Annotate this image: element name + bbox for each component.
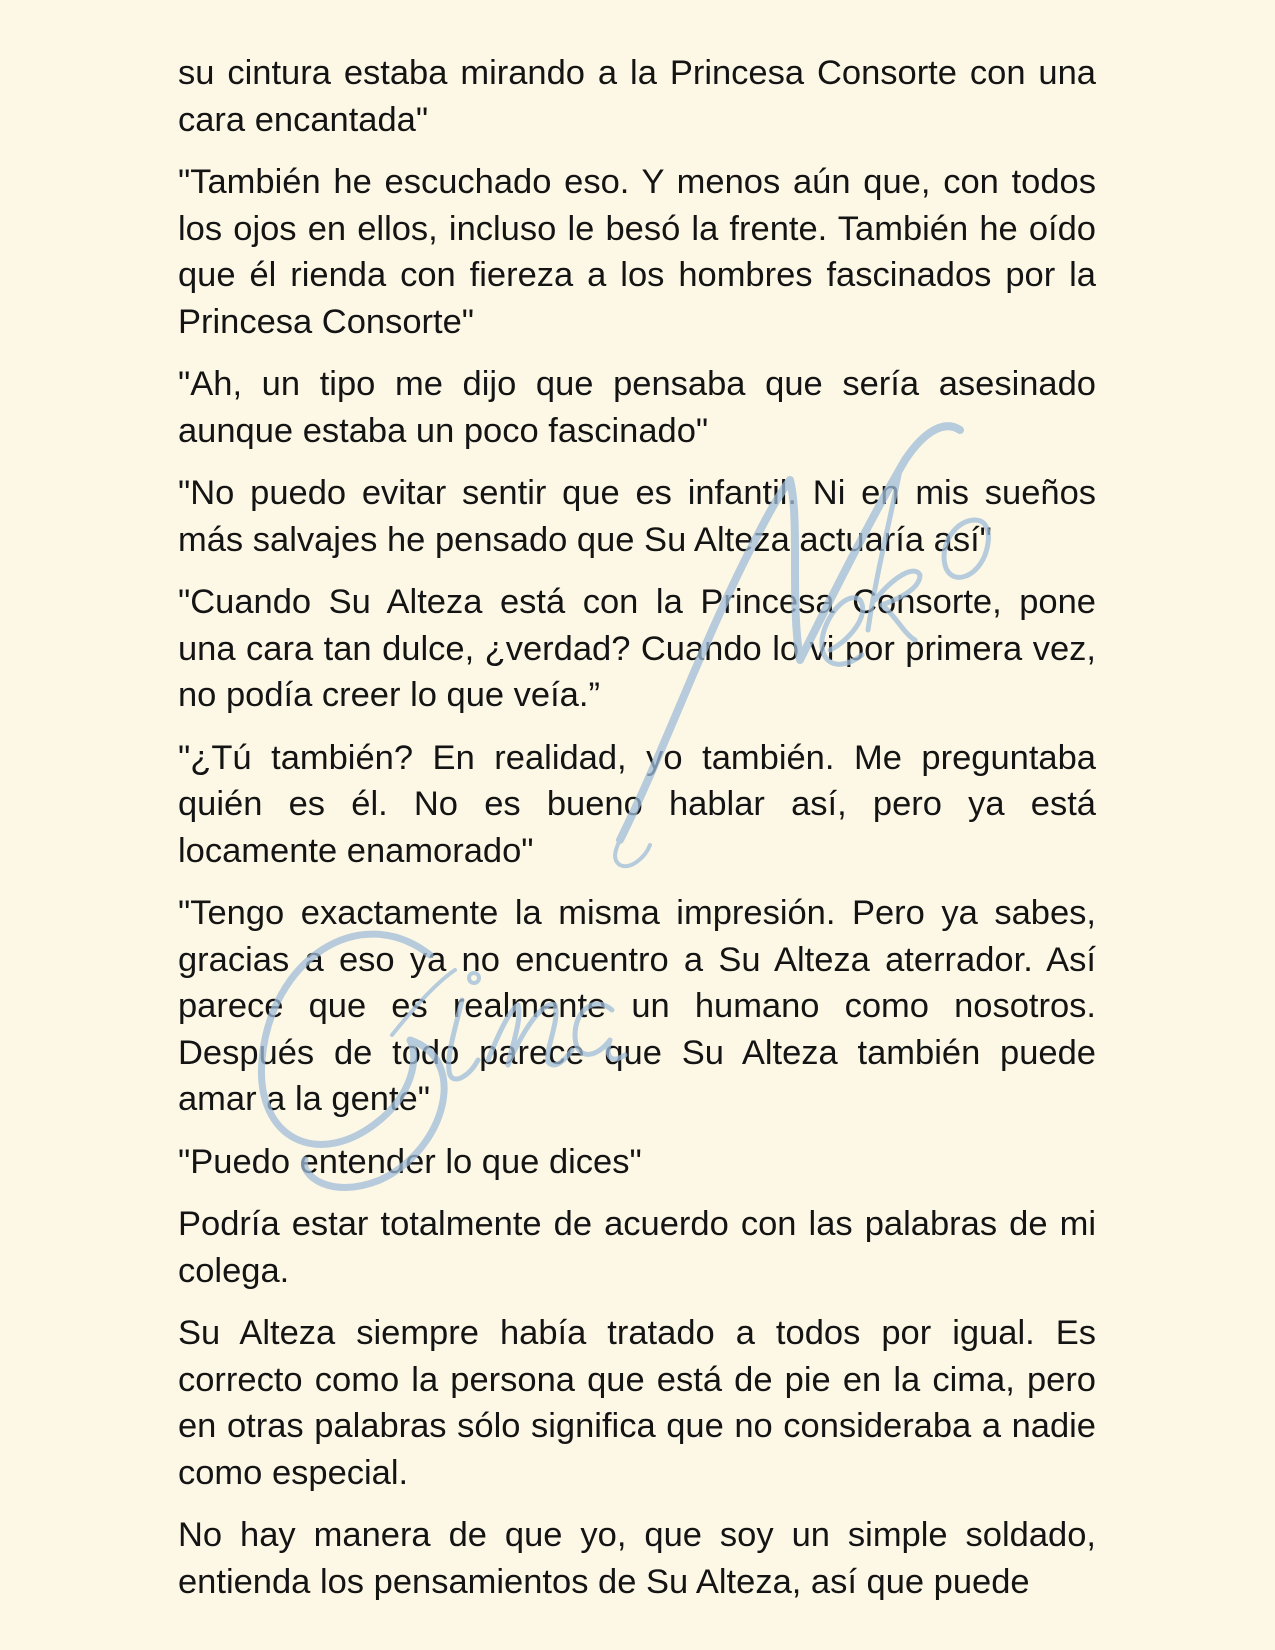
paragraph: No hay manera de que yo, que soy un simple soldado, entienda los pensamientos de Su Alteza, así que puede	[178, 1516, 1096, 1601]
paragraph: "No puedo evitar sentir que es infantil. Ni en mis sueños más salvajes he pensado que Su Alteza actuaría así"	[178, 474, 1096, 559]
paragraph: "Cuando Su Alteza está con la Princesa Consorte, pone una cara tan dulce, ¿verdad? Cuando lo vi por primera vez, no podía creer lo que veía.”	[178, 583, 1096, 714]
paragraph: "¿Tú también? En realidad, yo también. Me preguntaba quién es él. No es bueno hablar así, pero ya está locamente enamorado"	[178, 738, 1096, 870]
paragraph: "Tengo exactamente la misma impresión. Pero ya sabes, gracias a eso ya no encuentro a Su Alteza aterrador. Así parece que es realmente un humano como nosotros. Después de todo parece que Su Alteza también puede amar a la gente"	[178, 894, 1096, 1118]
body-text	[178, 50, 1096, 1621]
paragraph: "Puedo entender lo que dices"	[178, 1142, 642, 1181]
paragraph: Su Alteza siempre había tratado a todos por igual. Es correcto como la persona que está de pie en la cima, pero en otras palabras sólo significa que no consideraba a nadie como especial.	[178, 1314, 1096, 1492]
paragraph: Podría estar totalmente de acuerdo con las palabras de mi colega.	[178, 1205, 1096, 1290]
paragraph: "Ah, un tipo me dijo que pensaba que sería asesinado aunque estaba un poco fascinado"	[178, 365, 1096, 450]
paragraph: su cintura estaba mirando a la Princesa Consorte con una cara encantada"	[178, 54, 1096, 139]
paragraph: "También he escuchado eso. Y menos aún que, con todos los ojos en ellos, incluso le besó la frente. También he oído que él rienda con fiereza a los hombres fascinados por la Princesa Consorte"	[178, 163, 1096, 341]
